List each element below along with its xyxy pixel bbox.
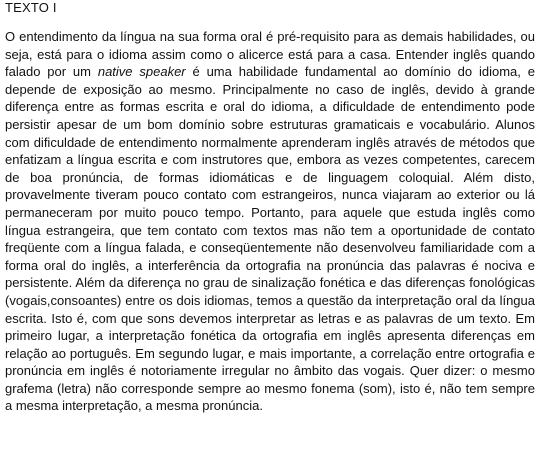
document-title: TEXTO I — [5, 0, 57, 15]
paragraph-text-part-2: é uma habilidade fundamental ao domínio do idioma, e depende de exposição ao mesmo. Principalmente no caso de inglês, devido à grande diferença entre as formas escrita e oral do idioma, a dificuldade de entendimento pode persistir apesar de um bom domínio sobre estruturas gramaticais e vocabulário. Alunos com dificuldade de entendimento normalmente aprenderam inglês através de métodos que enfatizam a língua escrita e com instrutores que, embora as vezes competentes, carecem de boa pronúncia, de formas idiomáticas e de linguagem coloquial. Além disto, provavelmente tiveram pouco contato com estrangeiros, nunca viajaram ao exterior ou lá permaneceram por muito pouco tempo. Portanto, para aquele que estuda inglês como língua estrangeira, que tem contato com textos mas não tem a oportunidade de contato freqüente com a língua falada, e conseqüentemente não desenvolveu familiaridade com a forma oral do inglês, a interferência da ortografia na pronúncia das palavras é nociva e persistente. Além da diferença no grau de sinalização fonética e das diferenças fonológicas (vogais,consoantes) entre os dois idiomas, temos a questão da interpretação oral da língua escrita. Isto é, com que sons devemos interpretar as letras e as palavras de um texto. Em primeiro lugar, a interpretação fonética da ortografia em inglês apresenta diferenças em relação ao português. Em segundo lugar, e mais importante, a correlação entre ortografia e pronúncia em inglês é notoriamente irregular no âmbito das vogais. Quer dizer: o mesmo grafema (letra) não corresponde sempre ao mesmo fonema (som), isto é, não tem sempre a mesma interpretação, a mesma pronúncia. — [5, 64, 535, 414]
document-paragraph — [5, 28, 535, 415]
italic-term: native speaker — [97, 64, 186, 80]
paragraph-text-part-1: O entendimento da língua na sua forma oral é pré-requisito para as demais habilidades, ou seja, está para o idioma assim como o alicerce está para a casa. Entender inglês quando falado por um — [5, 29, 535, 80]
